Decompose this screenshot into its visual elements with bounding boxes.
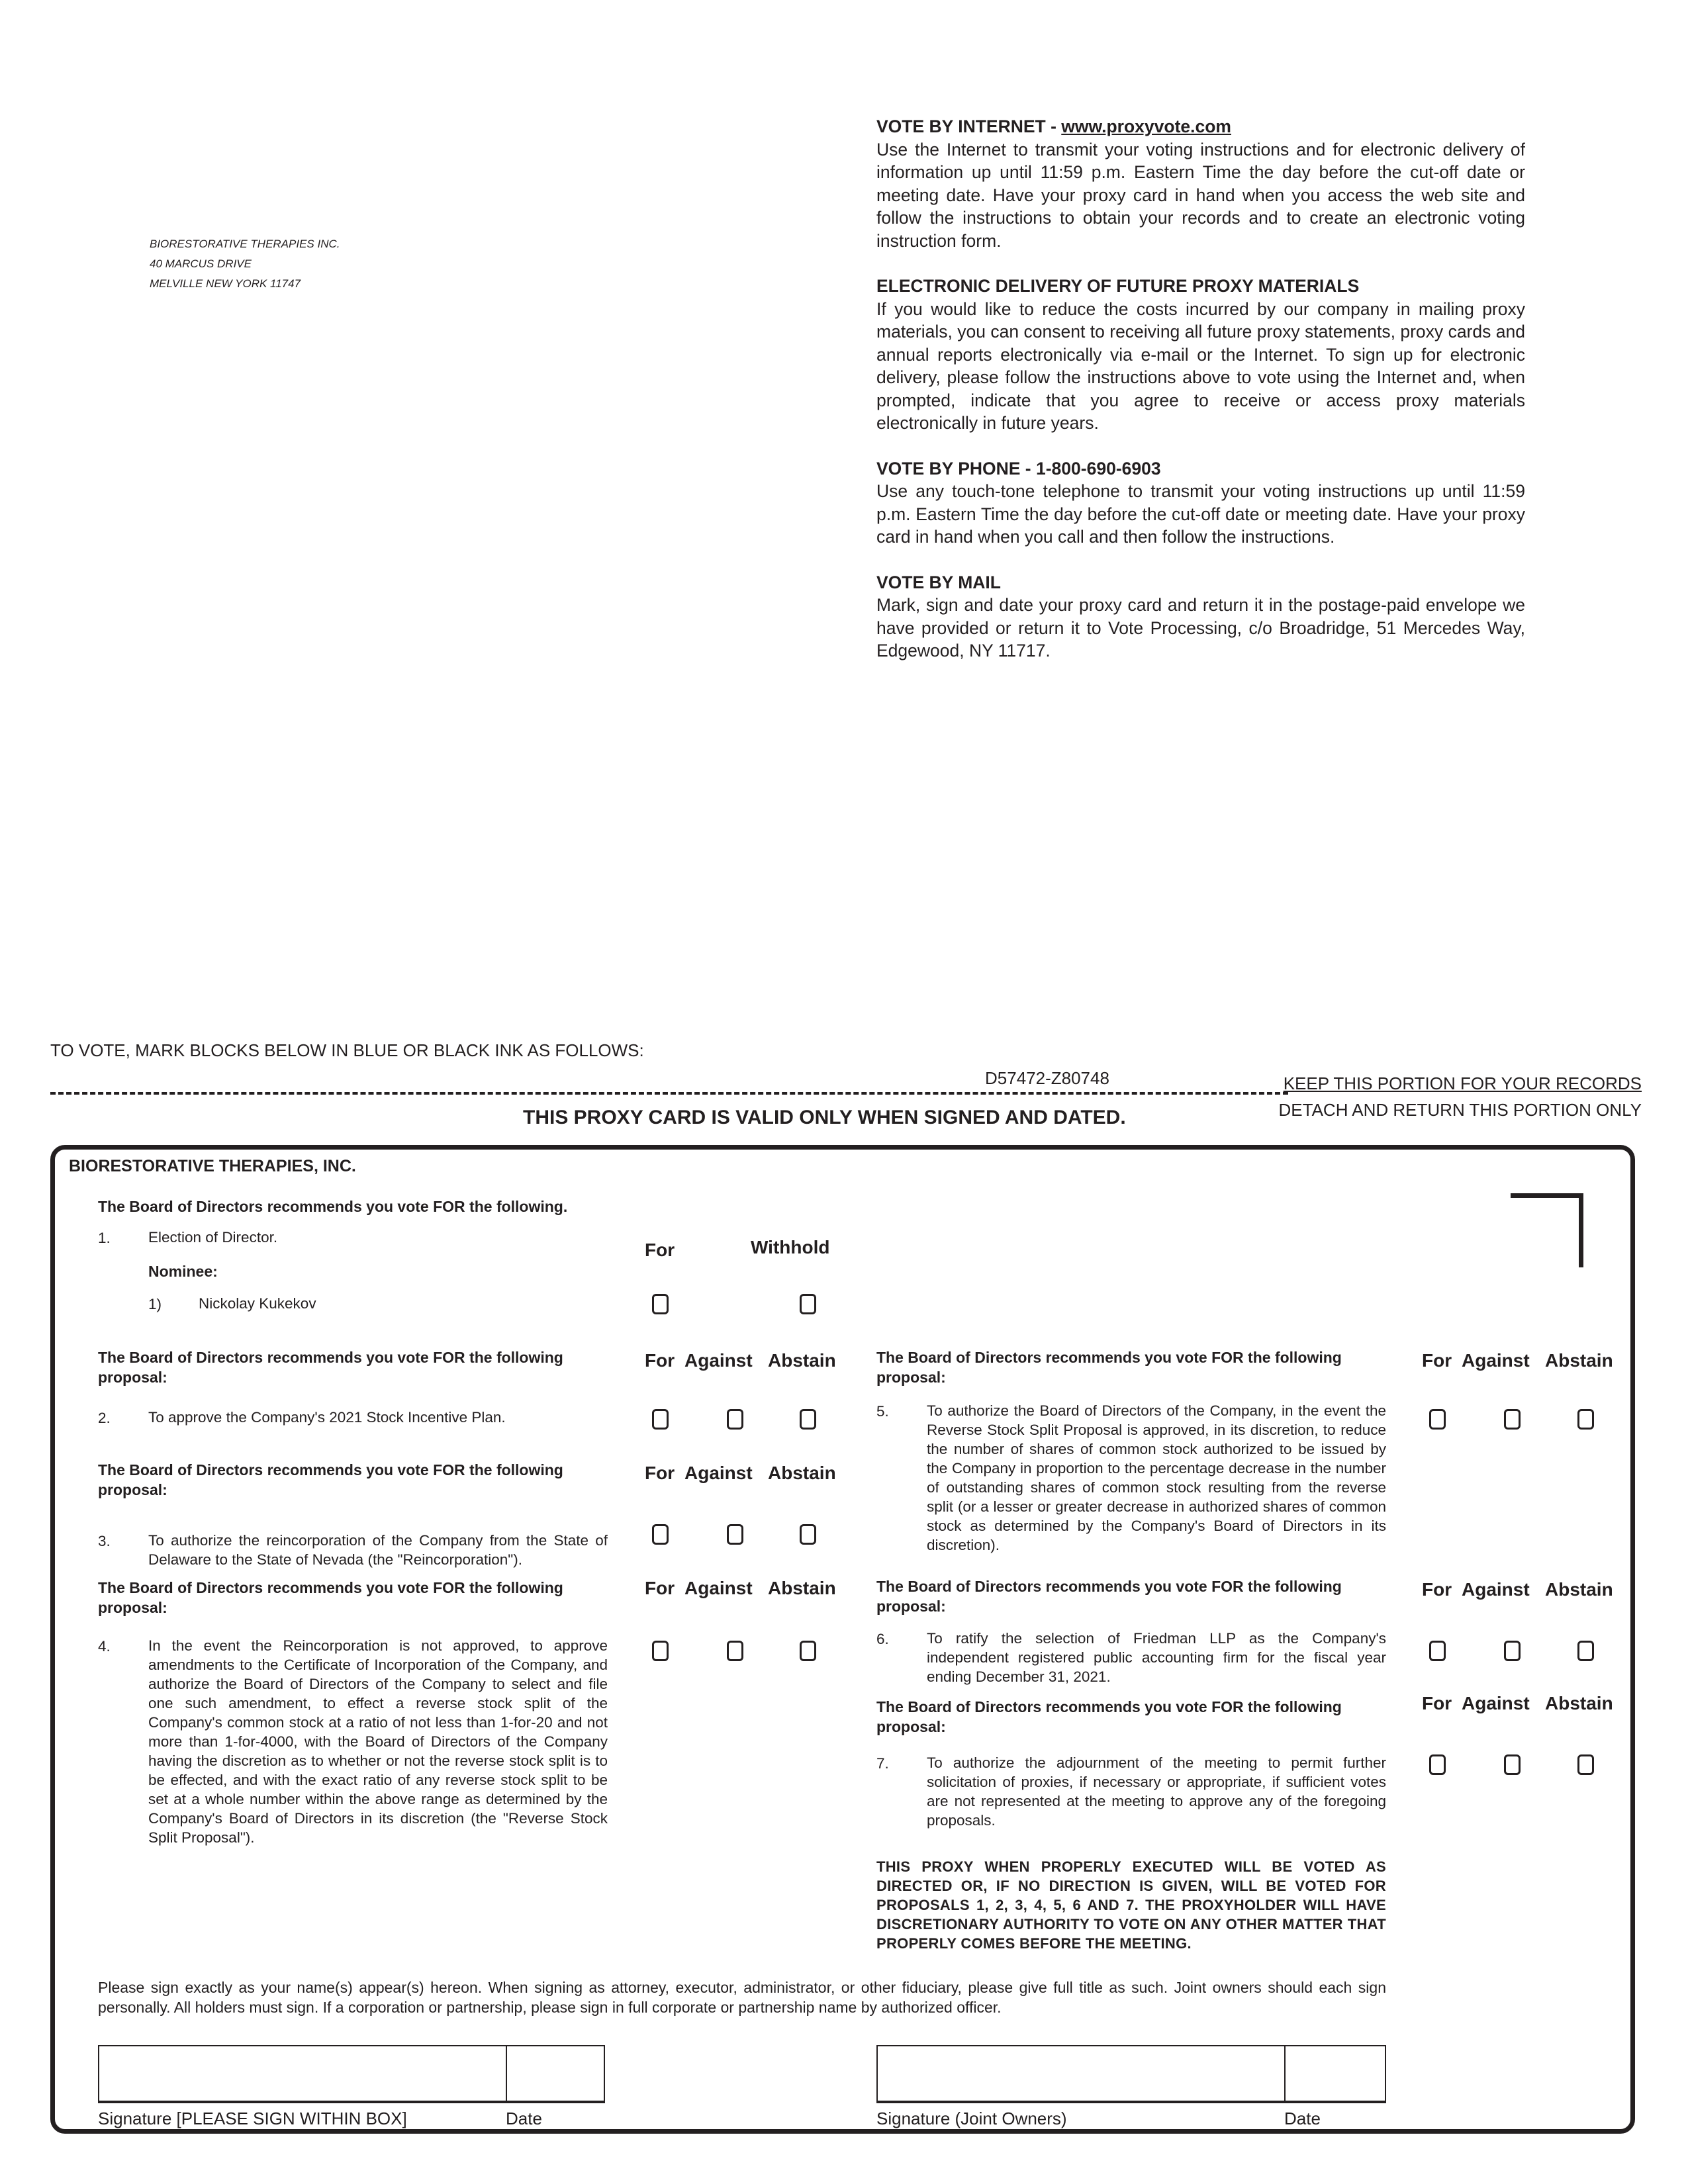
col-against: Against	[1462, 1579, 1530, 1600]
item3-abstain-checkbox[interactable]	[800, 1524, 816, 1545]
return-address-line: BIORESTORATIVE THERAPIES INC.	[150, 238, 340, 250]
item6-against-checkbox[interactable]	[1504, 1641, 1521, 1661]
mark-instructions: TO VOTE, MARK BLOCKS BELOW IN BLUE OR BLACK INK AS FOLLOWS:	[50, 1040, 644, 1060]
return-address-line: MELVILLE NEW YORK 11747	[150, 277, 301, 290]
item4-number: 4.	[98, 1638, 111, 1655]
item6-text: To ratify the selection of Friedman LLP as the Company's independent registered public accounting firm for the fiscal year ending December 31, 2021.	[927, 1630, 1386, 1685]
col-abstain: Abstain	[768, 1463, 836, 1483]
item2-abstain-checkbox[interactable]	[800, 1409, 816, 1430]
recommendation-item7: The Board of Directors recommends you vote FOR the following proposal:	[876, 1698, 1342, 1735]
electronic-delivery-section	[876, 275, 1525, 435]
item5-for-checkbox[interactable]	[1429, 1409, 1446, 1430]
joint-signature-box[interactable]	[876, 2045, 1386, 2103]
valid-notice: THIS PROXY CARD IS VALID ONLY WHEN SIGNED AND DATED.	[523, 1107, 1126, 1128]
recommendation-director: The Board of Directors recommends you vote FOR the following.	[98, 1198, 568, 1215]
return-address	[150, 234, 340, 294]
vote-mail-section	[876, 571, 1525, 662]
nominee-name: Nickolay Kukekov	[199, 1295, 316, 1312]
voting-instructions	[876, 115, 1525, 685]
item7-abstain-checkbox[interactable]	[1577, 1754, 1594, 1775]
vote-internet-text: Use the Internet to transmit your voting instructions and for electronic delivery of information up until 11:59 p.m. Eastern Time the day before the cut-off date or meeting date. Have your proxy card in hand when you access the web site and follow the instructions to obtain your records and to create an electronic voting instruction form.	[876, 139, 1525, 251]
recommendation-item3: The Board of Directors recommends you vote FOR the following proposal:	[98, 1461, 563, 1498]
signature-date-divider	[506, 2046, 507, 2101]
item5-number: 5.	[876, 1403, 889, 1420]
control-number: D57472-Z80748	[985, 1068, 1109, 1088]
signature-label: Signature [PLEASE SIGN WITHIN BOX]	[98, 2109, 407, 2128]
col-against: Against	[1462, 1693, 1530, 1713]
item1-for-checkbox[interactable]	[652, 1294, 669, 1314]
date-label: Date	[506, 2109, 542, 2128]
col-abstain: Abstain	[1545, 1693, 1613, 1713]
sign-instructions: Please sign exactly as your name(s) appear(s) hereon. When signing as attorney, executor, administrator, or other fiduciary, please give full title as such. Joint owners should each sign personally. All holders must sign. If a corporation or partnership, please sign in full corporate or partnership name by authorized officer.	[98, 1979, 1386, 2016]
keep-portion-label: KEEP THIS PORTION FOR YOUR RECORDS	[1283, 1073, 1642, 1093]
item3-text: To authorize the reincorporation of the Company from the State of Delaware to the State of Nevada (the "Reincorporation").	[148, 1532, 608, 1568]
detach-portion-label: DETACH AND RETURN THIS PORTION ONLY	[1278, 1100, 1642, 1120]
vote-phone-text: Use any touch-tone telephone to transmit your voting instructions up until 11:59 p.m. Eastern Time the day before the cut-off date or meeting date. Have your proxy card in hand when you call and then follow the instructions.	[876, 481, 1525, 547]
vote-phone-heading: VOTE BY PHONE - 1-800-690-6903	[876, 458, 1161, 478]
col-for: For	[645, 1350, 675, 1371]
item3-for-checkbox[interactable]	[652, 1524, 669, 1545]
joint-date-label: Date	[1284, 2109, 1321, 2128]
vote-phone-section	[876, 457, 1525, 549]
company-name: BIORESTORATIVE THERAPIES, INC.	[69, 1157, 356, 1175]
recommendation-item6: The Board of Directors recommends you vote FOR the following proposal:	[876, 1578, 1342, 1615]
item3-against-checkbox[interactable]	[727, 1524, 743, 1545]
vote-internet-heading: VOTE BY INTERNET -	[876, 116, 1062, 136]
item3-number: 3.	[98, 1533, 111, 1549]
proxy-statement: THIS PROXY WHEN PROPERLY EXECUTED WILL BE VOTED AS DIRECTED OR, IF NO DIRECTION IS GIVEN, WILL BE VOTED FOR PROPOSALS 1, 2, 3, 4, 5, 6 AND 7. THE PROXYHOLDER WILL HAVE DISCRETIONARY AUTHORITY TO VOTE ON ANY OTHER MATTER THAT PROPERLY COMES BEFORE THE MEETING.	[876, 1858, 1386, 1952]
item6-abstain-checkbox[interactable]	[1577, 1641, 1594, 1661]
item2-text: To approve the Company's 2021 Stock Incentive Plan.	[148, 1409, 506, 1426]
item7-against-checkbox[interactable]	[1504, 1754, 1521, 1775]
corner-mark	[1511, 1193, 1583, 1267]
col-for: For	[645, 1463, 675, 1483]
nominee-label: Nominee:	[148, 1263, 218, 1280]
col-against: Against	[1462, 1350, 1530, 1371]
item1-text: Election of Director.	[148, 1229, 278, 1246]
item7-number: 7.	[876, 1755, 889, 1772]
recommendation-item4: The Board of Directors recommends you vote FOR the following proposal:	[98, 1579, 563, 1616]
nominee-number: 1)	[148, 1296, 162, 1312]
item5-against-checkbox[interactable]	[1504, 1409, 1521, 1430]
recommendation-item5: The Board of Directors recommends you vote FOR the following proposal:	[876, 1349, 1342, 1386]
return-address-line: 40 MARCUS DRIVE	[150, 257, 252, 270]
item1-withhold-checkbox[interactable]	[800, 1294, 816, 1314]
item5-text: To authorize the Board of Directors of the Company, in the event the Reverse Stock Split Proposal is approved, in its discretion, to reduce the number of shares of common stock authorized to be issued by the Company in proportion to the percentage decrease in the number of outstanding shares of common stock resulting from the reverse split (or a lesser or greater decrease in authorized shares of common stock as determined by the Company's Board of Directors in its discretion).	[927, 1402, 1386, 1553]
item4-against-checkbox[interactable]	[727, 1641, 743, 1661]
item2-against-checkbox[interactable]	[727, 1409, 743, 1430]
col-against: Against	[684, 1350, 753, 1371]
col-for: For	[1422, 1693, 1452, 1713]
item6-number: 6.	[876, 1631, 889, 1647]
col-for: For	[1422, 1579, 1452, 1600]
item4-text: In the event the Reincorporation is not approved, to approve amendments to the Certificate of Incorporation of the Company, and authorize the Board of Directors of the Company to select and file one such amendment, to effect a reverse stock split of the Company's common stock at a ratio of not less than 1-for-20 and not more than 1-for-4000, with the Board of Directors of the Company having the discretion as to whether or not the reverse stock split is to be effected, and with the exact ratio of any reverse stock split to be set at a whole number within the above range as determined by the Company's Board of Directors in its discretion (the "Reverse Stock Split Proposal").	[148, 1637, 608, 1846]
item2-for-checkbox[interactable]	[652, 1409, 669, 1430]
proxyvote-link[interactable]: www.proxyvote.com	[1061, 116, 1231, 136]
vote-mail-text: Mark, sign and date your proxy card and return it in the postage-paid envelope we have provided or return it to Vote Processing, c/o Broadridge, 51 Mercedes Way, Edgewood, NY 11717.	[876, 595, 1525, 660]
item7-text: To authorize the adjournment of the meeting to permit further solicitation of proxies, if necessary or appropriate, if sufficient votes are not represented at the meeting to approve any of the foregoing proposals.	[927, 1754, 1386, 1829]
col-for: For	[645, 1240, 675, 1260]
item2-number: 2.	[98, 1410, 111, 1426]
col-against: Against	[684, 1578, 753, 1598]
item6-for-checkbox[interactable]	[1429, 1641, 1446, 1661]
electronic-delivery-heading: ELECTRONIC DELIVERY OF FUTURE PROXY MATERIALS	[876, 276, 1360, 296]
col-abstain: Abstain	[768, 1578, 836, 1598]
recommendation-item2: The Board of Directors recommends you vote FOR the following proposal:	[98, 1349, 563, 1386]
col-abstain: Abstain	[1545, 1350, 1613, 1371]
joint-signature-label: Signature (Joint Owners)	[876, 2109, 1067, 2128]
item4-abstain-checkbox[interactable]	[800, 1641, 816, 1661]
col-abstain: Abstain	[1545, 1579, 1613, 1600]
joint-signature-date-divider	[1284, 2046, 1286, 2101]
vote-internet-section	[876, 115, 1525, 252]
signature-box[interactable]	[98, 2045, 605, 2103]
item4-for-checkbox[interactable]	[652, 1641, 669, 1661]
col-for: For	[1422, 1350, 1452, 1371]
item1-number: 1.	[98, 1230, 111, 1246]
col-for: For	[645, 1578, 675, 1598]
col-against: Against	[684, 1463, 753, 1483]
detach-line	[50, 1092, 1288, 1095]
electronic-delivery-text: If you would like to reduce the costs incurred by our company in mailing proxy materials, you can consent to receiving all future proxy statements, proxy cards and annual reports electronically via e-mail or the Internet. To sign up for electronic delivery, please follow the instructions above to vote using the Internet and, when prompted, indicate that you agree to receive or access proxy materials electronically in future years.	[876, 298, 1525, 433]
col-abstain: Abstain	[768, 1350, 836, 1371]
vote-mail-heading: VOTE BY MAIL	[876, 572, 1001, 592]
item5-abstain-checkbox[interactable]	[1577, 1409, 1594, 1430]
col-withhold: Withhold	[751, 1237, 830, 1257]
item7-for-checkbox[interactable]	[1429, 1754, 1446, 1775]
